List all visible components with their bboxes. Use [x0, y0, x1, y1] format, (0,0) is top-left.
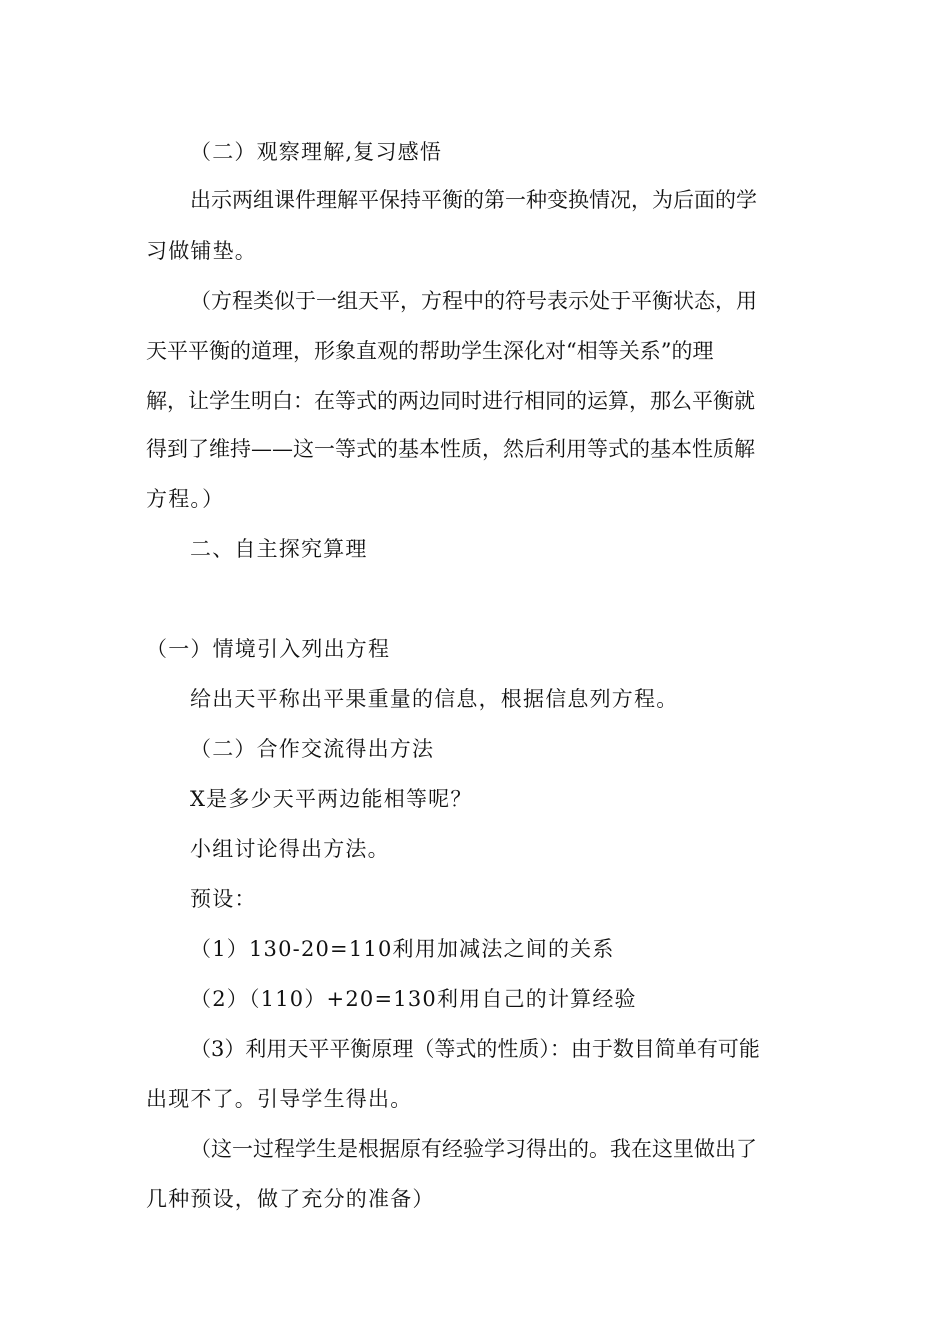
- heading-observe-understand: （二）观察理解,复习感悟: [190, 140, 443, 164]
- paragraph-line: 天平平衡的道理，形象直观的帮助学生深化对“相等关系”的理: [146, 339, 714, 363]
- paragraph-line: （这一过程学生是根据原有经验学习得出的。我在这里做出了: [190, 1137, 757, 1161]
- subheading-scenario: （一）情境引入列出方程: [146, 637, 391, 661]
- subheading-cooperate: （二）合作交流得出方法: [190, 737, 435, 761]
- paragraph-line: 习做铺垫。: [146, 239, 257, 263]
- paragraph-line: （方程类似于一组天平，方程中的符号表示处于平衡状态，用: [190, 289, 757, 313]
- paragraph-line: 出示两组课件理解平保持平衡的第一种变换情况，为后面的学: [190, 188, 757, 212]
- paragraph-line: 方程。）: [146, 487, 225, 511]
- paragraph-line: 小组讨论得出方法。: [190, 837, 390, 861]
- paragraph-line: 给出天平称出平果重量的信息，根据信息列方程。: [190, 687, 679, 711]
- paragraph-line: 出现不了。引导学生得出。: [146, 1087, 413, 1111]
- paragraph-line: 得到了维持——这一等式的基本性质，然后利用等式的基本性质解: [146, 437, 755, 461]
- list-item: （1）130-20=110利用加减法之间的关系: [190, 937, 615, 961]
- paragraph-line: 解，让学生明白：在等式的两边同时进行相同的运算，那么平衡就: [146, 389, 755, 413]
- list-item: （2）（110）+20=130利用自己的计算经验: [190, 987, 637, 1011]
- paragraph-line: X是多少天平两边能相等呢？: [190, 787, 473, 811]
- paragraph-line: 几种预设，做了充分的准备）: [146, 1187, 435, 1211]
- section-heading-self-explore: 二、自主探究算理: [190, 537, 368, 561]
- paragraph-line: 预设：: [190, 887, 257, 911]
- list-item: （3）利用天平平衡原理（等式的性质）：由于数目简单有可能: [190, 1037, 760, 1061]
